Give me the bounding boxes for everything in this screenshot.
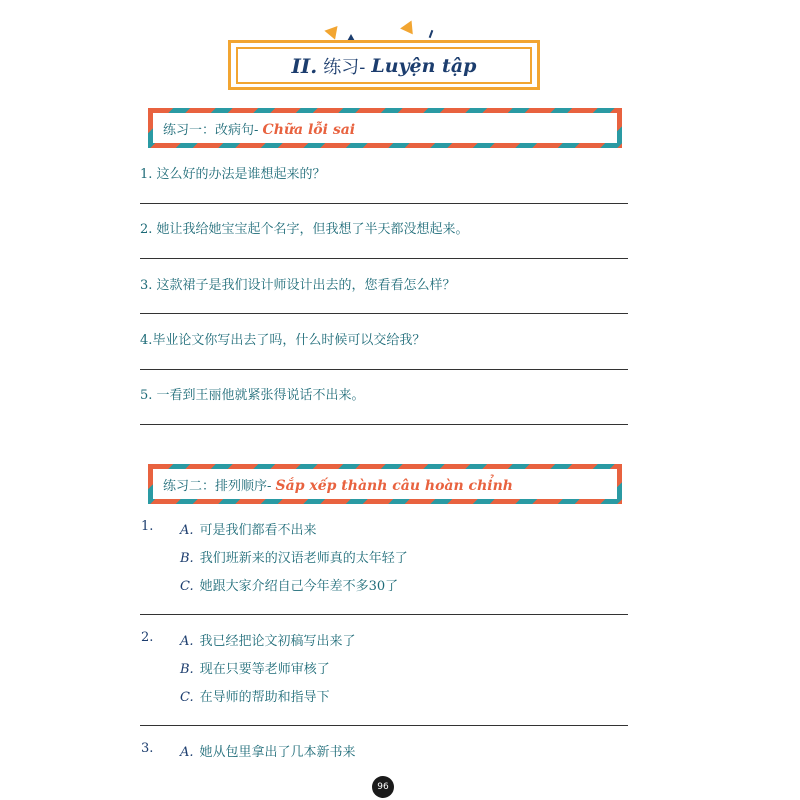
option-c: [180, 575, 398, 594]
group-number: 1.: [141, 519, 154, 534]
option-b: [180, 547, 408, 566]
page-number: 96: [372, 776, 394, 798]
option-letter: C.: [180, 690, 194, 705]
answer-line: [140, 614, 628, 615]
question-1: 1. 这么好的办法是谁想起来的？: [140, 167, 326, 182]
question-4: 4.毕业论文你写出去了吗，什么时候可以交给我？: [140, 333, 426, 348]
title-chinese: 练习-: [323, 56, 366, 78]
group-number: 3.: [141, 741, 154, 756]
page-title: [236, 47, 532, 84]
section2-title-zh: 练习二：排列顺序-: [163, 479, 272, 494]
option-a: [180, 741, 356, 760]
section1-banner: [148, 108, 622, 148]
title-vietnamese: Luyện tập: [371, 54, 477, 77]
option-a: [180, 519, 317, 538]
option-text: 我已经把论文初稿写出来了: [199, 634, 356, 649]
question-5: 5. 一看到王丽他就紧张得说话不出来。: [140, 388, 365, 403]
option-letter: B.: [180, 662, 194, 677]
answer-line: [140, 203, 628, 204]
section1-title-zh: 练习一：改病句-: [163, 123, 259, 138]
option-c: [180, 686, 330, 705]
option-letter: A.: [180, 523, 194, 538]
question-2: 2. 她让我给她宝宝起个名字，但我想了半天都没想起来。: [140, 222, 469, 237]
option-text: 在导师的帮助和指导下: [199, 690, 330, 705]
answer-line: [140, 313, 628, 314]
section1-title-vi: Chữa lỗi sai: [262, 122, 356, 138]
option-text: 她从包里拿出了几本新书来: [199, 745, 356, 760]
section2-banner: [148, 464, 622, 504]
option-letter: A.: [180, 634, 194, 649]
section2-title-vi: Sắp xếp thành câu hoàn chỉnh: [275, 478, 513, 494]
option-a: [180, 630, 356, 649]
option-text: 现在只要等老师审核了: [199, 662, 330, 677]
answer-line: [140, 369, 628, 370]
answer-line: [140, 258, 628, 259]
option-b: [180, 658, 330, 677]
question-3: 3. 这款裙子是我们设计师设计出去的，您看看怎么样？: [140, 278, 456, 293]
decor-triangle: [400, 18, 418, 35]
decor-dash: [429, 30, 434, 38]
option-letter: B.: [180, 551, 194, 566]
option-letter: C.: [180, 579, 194, 594]
title-number: II.: [291, 53, 318, 78]
answer-line: [140, 424, 628, 425]
answer-line: [140, 725, 628, 726]
option-text: 可是我们都看不出来: [199, 523, 317, 538]
group-number: 2.: [141, 630, 154, 645]
option-text: 我们班新来的汉语老师真的太年轻了: [199, 551, 408, 566]
option-letter: A.: [180, 745, 194, 760]
option-text: 她跟大家介绍自己今年差不多30了: [199, 579, 399, 594]
